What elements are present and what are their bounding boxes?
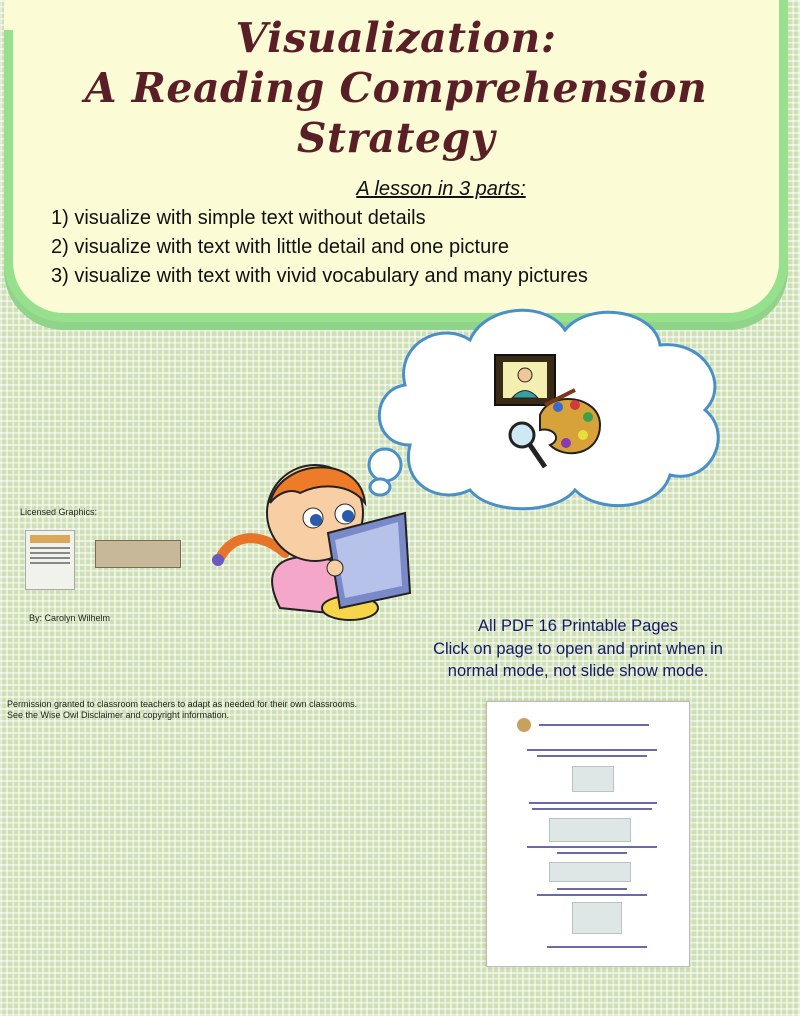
part-2: 2) visualize with text with little detail and one picture	[51, 236, 510, 258]
girl-reading-icon	[210, 458, 430, 628]
pdf-page-thumbnail[interactable]	[486, 701, 690, 967]
pdf-instruction-line-2: normal mode, not slide show mode.	[447, 662, 709, 680]
title-line-3: Strategy	[296, 114, 496, 162]
licensed-graphic-badge-1[interactable]	[25, 530, 75, 590]
lesson-subtitle: A lesson in 3 parts:	[356, 178, 526, 200]
part-3: 3) visualize with text with vivid vocabulary and many pictures	[51, 265, 588, 287]
author-credit: By: Carolyn Wilhelm	[29, 613, 111, 623]
title-line-1: Visualization:	[235, 14, 557, 62]
pdf-pages-line: All PDF 16 Printable Pages	[478, 617, 678, 635]
title-panel	[4, 0, 788, 322]
licensed-graphics-label: Licensed Graphics:	[20, 507, 98, 517]
pdf-instruction-line-1: Click on page to open and print when in	[433, 640, 723, 658]
part-1: 1) visualize with simple text without details	[51, 207, 426, 229]
title-line-2: A Reading Comprehension	[84, 64, 708, 112]
owl-logo-icon	[517, 718, 531, 732]
permission-line-2: See the Wise Owl Disclaimer and copyright information.	[7, 710, 230, 720]
permission-line-1: Permission granted to classroom teachers to adapt as needed for their own classrooms.	[7, 699, 358, 709]
licensed-graphic-badge-2[interactable]	[95, 540, 181, 568]
